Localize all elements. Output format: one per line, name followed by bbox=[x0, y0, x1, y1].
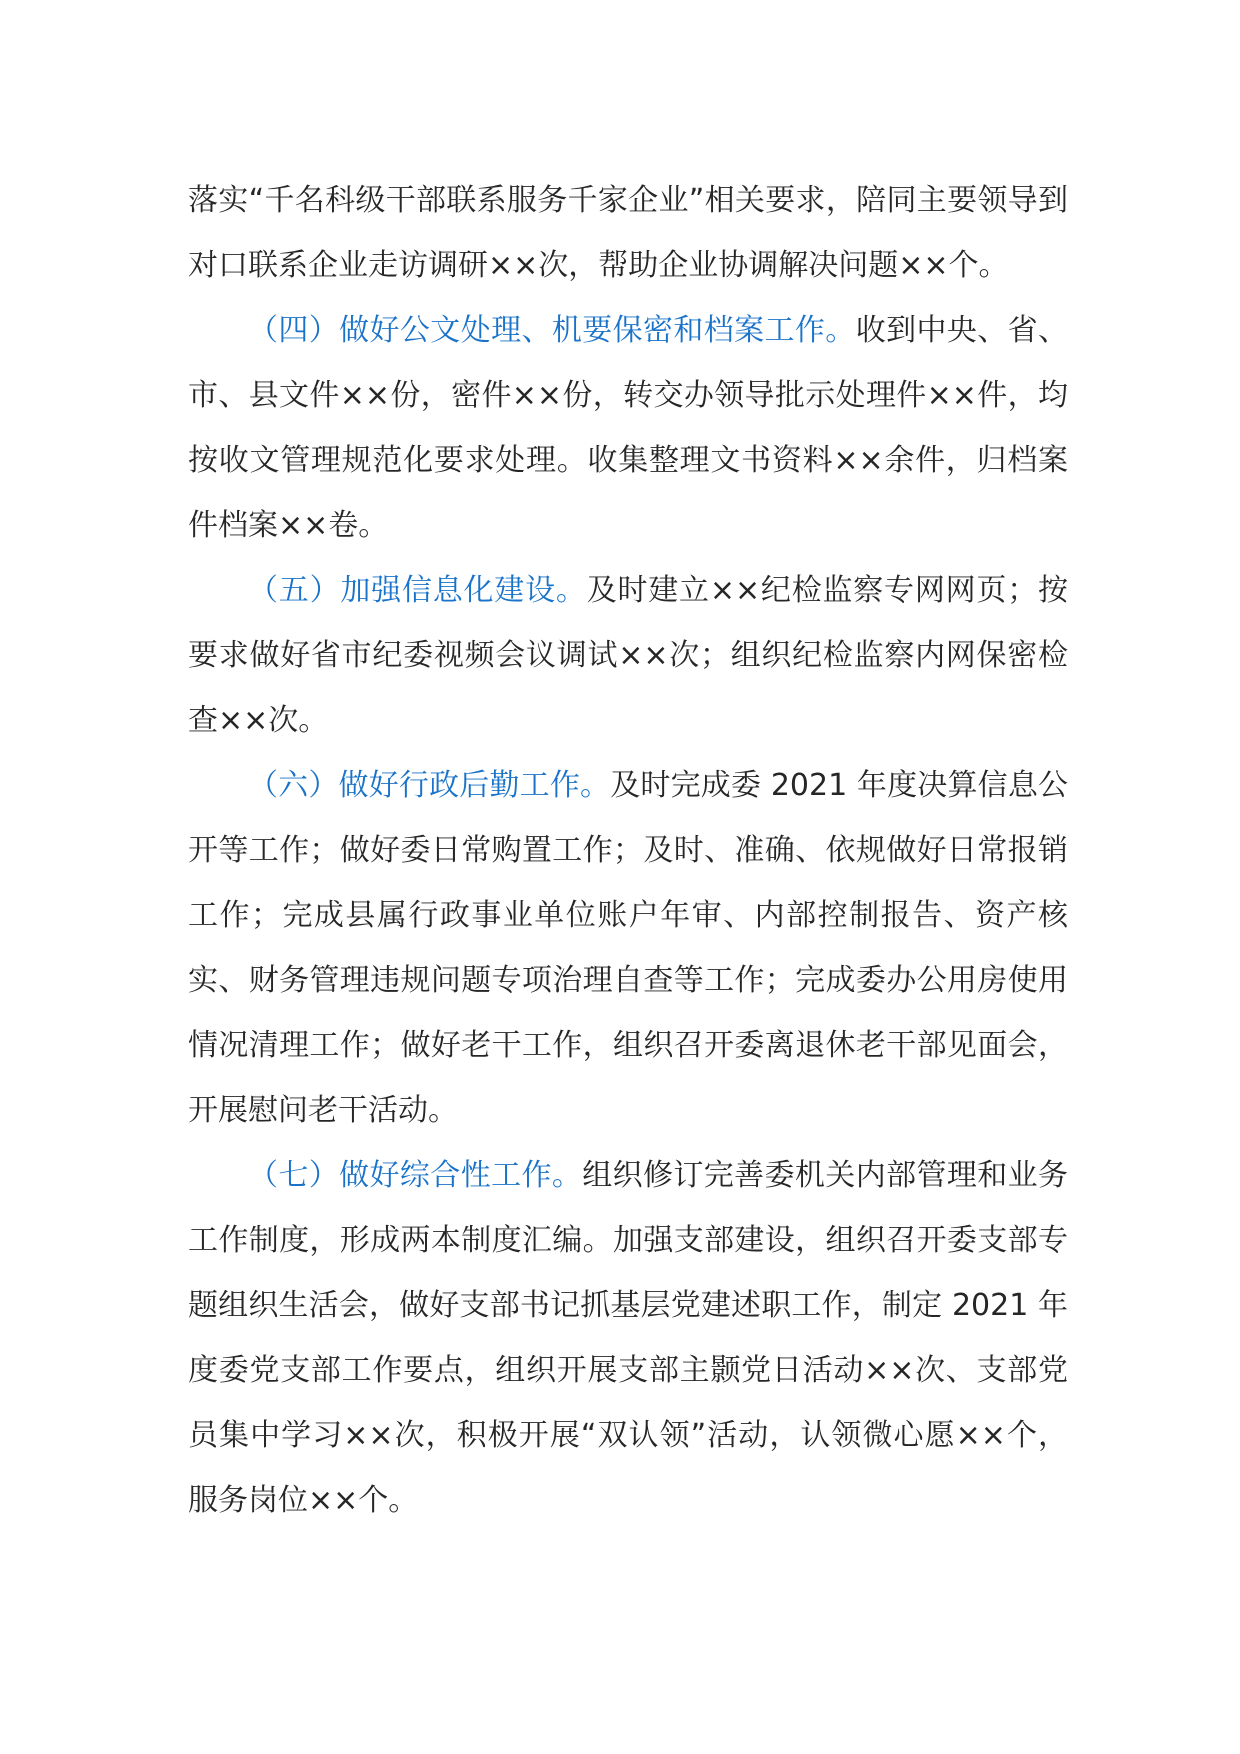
paragraph-section-6 bbox=[188, 753, 1068, 1143]
paragraph-text: 及时完成委 2021 年度决算信息公开等工作；做好委日常购置工作；及时、准确、依规做好日常报销工作；完成县属行政事业单位账户年审、内部控制报告、资产核实、财务管理违规问题专项治理自查等工作；完成委办公用房使用情况清理工作；做好老干工作，组织召开委离退休老干部见面会，开展慰问老干活动。 bbox=[188, 768, 1069, 1128]
document-body bbox=[188, 168, 1068, 1533]
section-heading: （五）加强信息化建设。 bbox=[248, 573, 587, 608]
paragraph-section-5 bbox=[188, 558, 1068, 753]
section-heading: （四）做好公文处理、机要保密和档案工作。 bbox=[248, 313, 856, 348]
paragraph-continuation bbox=[188, 168, 1068, 298]
paragraph-section-4 bbox=[188, 298, 1068, 558]
paragraph-section-7 bbox=[188, 1143, 1068, 1533]
paragraph-text: 组织修订完善委机关内部管理和业务工作制度，形成两本制度汇编。加强支部建设，组织召开委支部专题组织生活会，做好支部书记抓基层党建述职工作，制定 2021 年度委党支部工作要点，组织开展支部主颢党日活动××次、支部党员集中学习××次，积极开展“双认领”活动，认领微心愿××个，服务岗位××个。 bbox=[188, 1158, 1069, 1518]
paragraph-text: 及时建立××纪检监察专网网页；按要求做好省市纪委视频会议调试××次；组织纪检监察内网保密检查××次。 bbox=[188, 573, 1069, 738]
section-heading: （六）做好行政后勤工作。 bbox=[248, 768, 611, 803]
section-heading: （七）做好综合性工作。 bbox=[248, 1158, 583, 1193]
paragraph-text: 收到中央、省、市、县文件××份，密件××份，转交办领导批示处理件××件，均按收文管理规范化要求处理。收集整理文书资料××余件，归档案件档案××卷。 bbox=[188, 313, 1069, 543]
paragraph-text: 落实“千名科级干部联系服务千家企业”相关要求，陪同主要领导到对口联系企业走访调研××次，帮助企业协调解决问题××个。 bbox=[188, 183, 1068, 283]
